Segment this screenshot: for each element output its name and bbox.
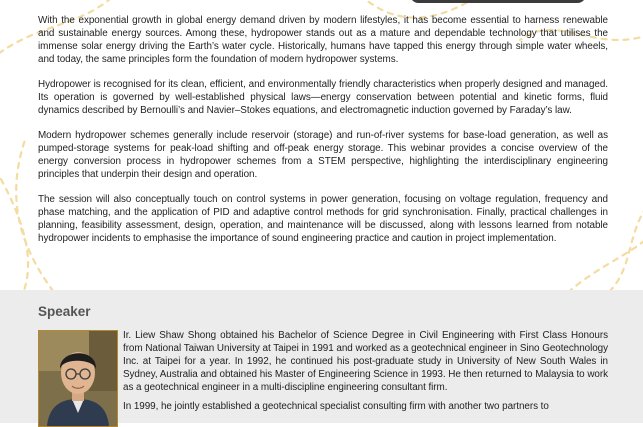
description-paragraph-1: With the exponential growth in global energy demand driven by modern lifestyles, it has become essential to harness renewable and sustainable energy sources. Among these, hydropower stands out as a mature and dependable technology that utilises the immense solar energy driving the Earth’s water cycle. Historically, humans have tapped this energy through simple water wheels, and today, the same principles form the foundation of modern hydropower systems. (38, 15, 608, 65)
speaker-photo (38, 330, 118, 427)
speaker-bio (123, 329, 608, 419)
register-button-fragment[interactable] (410, 0, 586, 3)
webinar-description (38, 14, 608, 257)
description-paragraph-2: Hydropower is recognised for its clean, efficient, and environmentally friendly characteristics when properly designed and managed. Its operation is governed by well-established physical laws—energy conservation between potential and kinetic forms, fluid dynamics described by Bernoulli’s and Navier–Stokes equations, and electromagnetic induction governed by Faraday’s law. (38, 79, 608, 116)
description-paragraph-3: Modern hydropower schemes generally include reservoir (storage) and run-of-river systems for base-load generation, as well as pumped-storage systems for peak-load shifting and off-peak energy storage. This webinar provides a concise overview of the energy conversion process in hydropower schemes from a STEM perspective, highlighting the interdisciplinary engineering principles that underpin their design and operation. (38, 130, 608, 180)
speaker-section (0, 290, 643, 423)
top-fragment (0, 0, 643, 6)
description-paragraph-4: The session will also conceptually touch on control systems in power generation, focusing on voltage regulation, frequency and phase matching, and the application of PID and adaptive control methods for grid synchronisation. Finally, practical challenges in planning, feasibility assessment, design, operation, and maintenance will be discussed, along with lessons learned from notable hydropower incidents to emphasise the importance of sound engineering practice and caution in project implementation. (38, 194, 608, 244)
speaker-portrait-illustration (39, 331, 117, 426)
bio-paragraph-2: In 1999, he jointly established a geotechnical specialist consulting firm with another two partners to (123, 401, 549, 412)
speaker-heading: Speaker (38, 304, 91, 319)
bio-paragraph-1: Ir. Liew Shaw Shong obtained his Bachelor of Science Degree in Civil Engineering with First Class Honours from National Taiwan University at Taipei in 1991 and worked as a geotechnical engineer in Sino Geotechnology Inc. at Taipei for a year. In 1992, he continued his post-graduate study in University of New South Wales in Sydney, Australia and obtained his Master of Engineering Science in 1993. He then returned to Malaysia to work as a geotechnical engineer in a multi-discipline engineering consultant firm. (123, 330, 608, 393)
